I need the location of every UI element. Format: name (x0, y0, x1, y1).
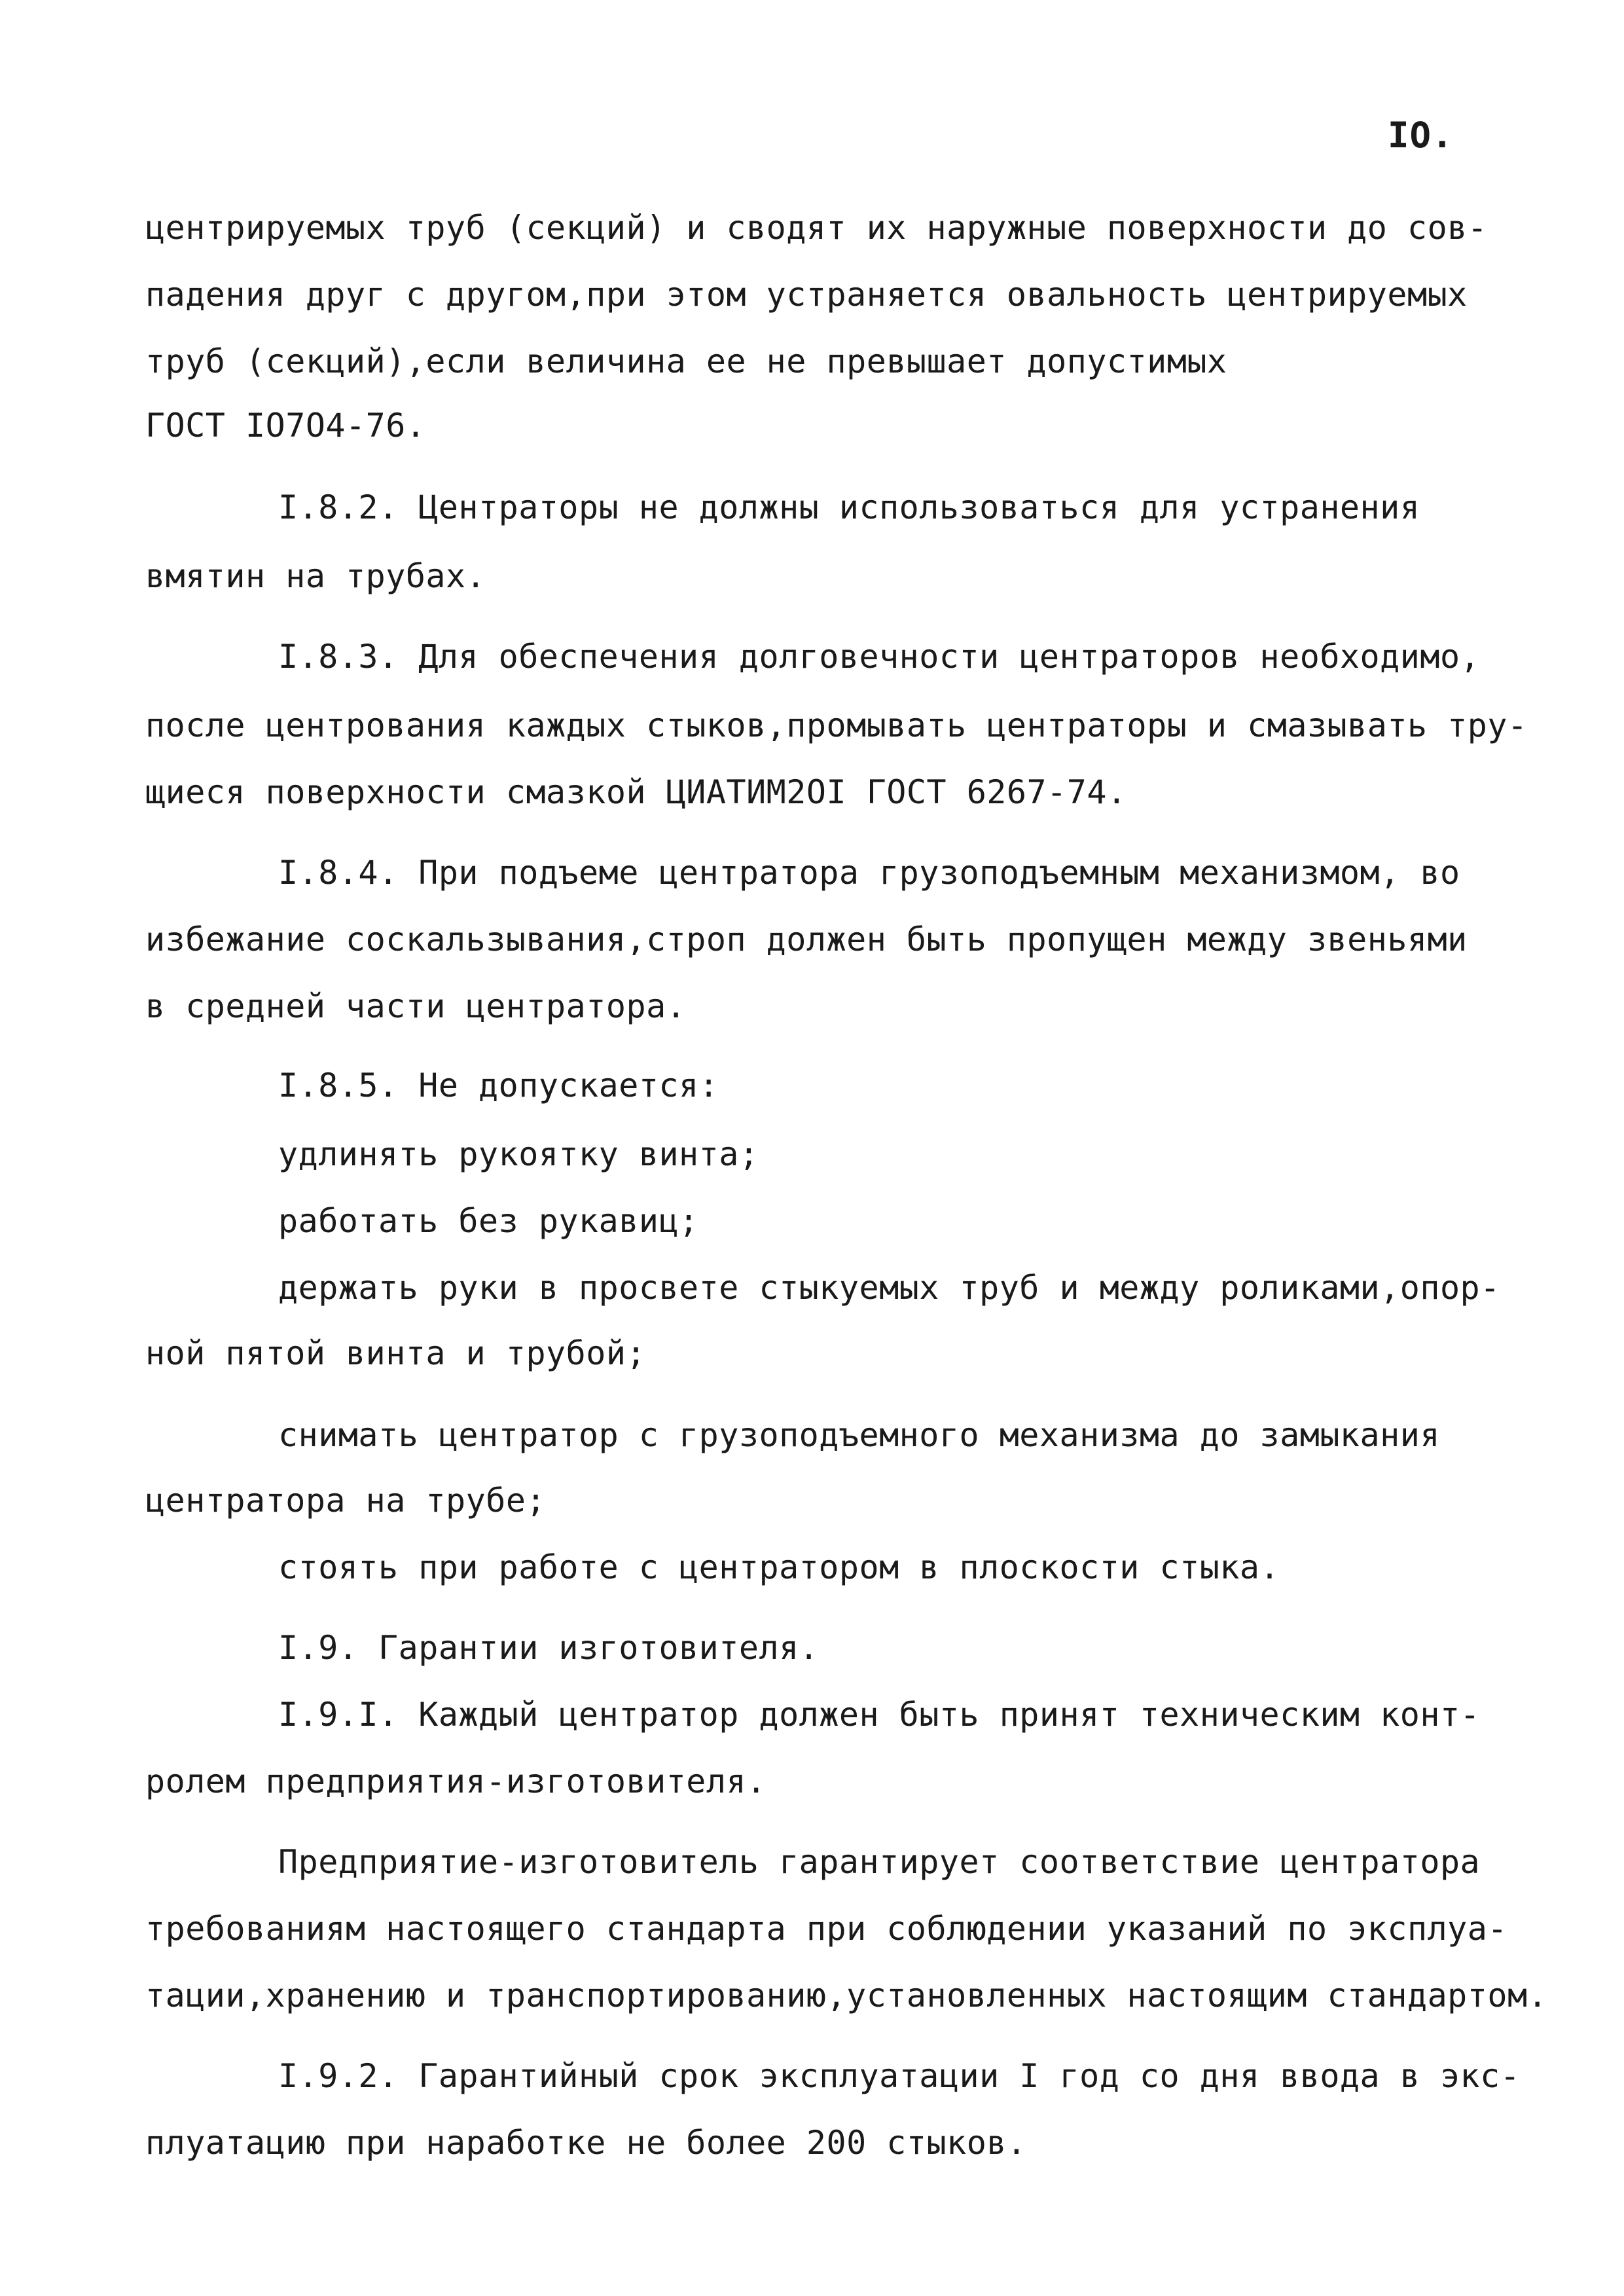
text-line-20: стоять при работе с центратором в плоскости стыка. (278, 1548, 1280, 1586)
text-line-22: I.9.I. Каждый центратор должен быть принят техническим конт- (278, 1696, 1481, 1734)
text-line-1: центрируемых труб (секций) и сводят их наружные поверхности до сов- (145, 209, 1488, 247)
text-line-12: в средней части центратора. (145, 987, 687, 1025)
text-line-15: работать без рукавиц; (278, 1202, 699, 1240)
text-line-27: I.9.2. Гарантийный срок эксплуатации I год со дня ввода в экс- (278, 2057, 1521, 2095)
text-line-23: ролем предприятия-изготовителя. (145, 1762, 767, 1800)
text-line-8: после центрования каждых стыков,промывать центраторы и смазывать тру- (145, 706, 1528, 744)
text-line-6: вмятин на трубах. (145, 557, 486, 595)
text-line-2: падения друг с другом,при этом устраняется овальность центрируемых (145, 276, 1468, 314)
page-number: IO. (1388, 115, 1454, 156)
text-line-9: щиеся поверхности смазкой ЦИАТИМ2OI ГОСТ 6267-74. (145, 773, 1127, 811)
text-line-26: тации,хранению и транспортированию,установленных настоящим стандартом. (145, 1977, 1548, 2014)
text-line-17: ной пятой винта и трубой; (145, 1334, 647, 1372)
text-line-21: I.9. Гарантии изготовителя. (278, 1629, 820, 1667)
text-line-7: I.8.3. Для обеспечения долговечности центраторов необходимо, (278, 638, 1481, 676)
text-line-4: ГОСТ IO7O4-76. (145, 407, 426, 445)
text-line-11: избежание соскальзывания,строп должен быть пропущен между звеньями (145, 920, 1468, 958)
text-line-3: труб (секций),если величина ее не превышает допустимых (145, 342, 1227, 380)
text-line-16: держать руки в просвете стыкуемых труб и между роликами,опор- (278, 1269, 1500, 1307)
text-line-19: центратора на трубе; (145, 1482, 547, 1520)
text-line-24: Предприятие-изготовитель гарантирует соответствие центратора (278, 1843, 1481, 1881)
text-line-14: удлинять рукоятку винта; (278, 1135, 759, 1173)
text-line-13: I.8.5. Не допускается: (278, 1066, 719, 1104)
text-line-5: I.8.2. Центраторы не должны использоваться для устранения (278, 488, 1420, 526)
text-line-25: требованиям настоящего стандарта при соблюдении указаний по эксплуа- (145, 1910, 1507, 1948)
text-line-18: снимать центратор с грузоподъемного механизма до замыкания (278, 1416, 1440, 1454)
text-line-10: I.8.4. При подъеме центратора грузоподъемным механизмом, во (278, 854, 1460, 892)
text-line-28: плуатацию при наработке не более 200 стыков. (145, 2124, 1027, 2162)
